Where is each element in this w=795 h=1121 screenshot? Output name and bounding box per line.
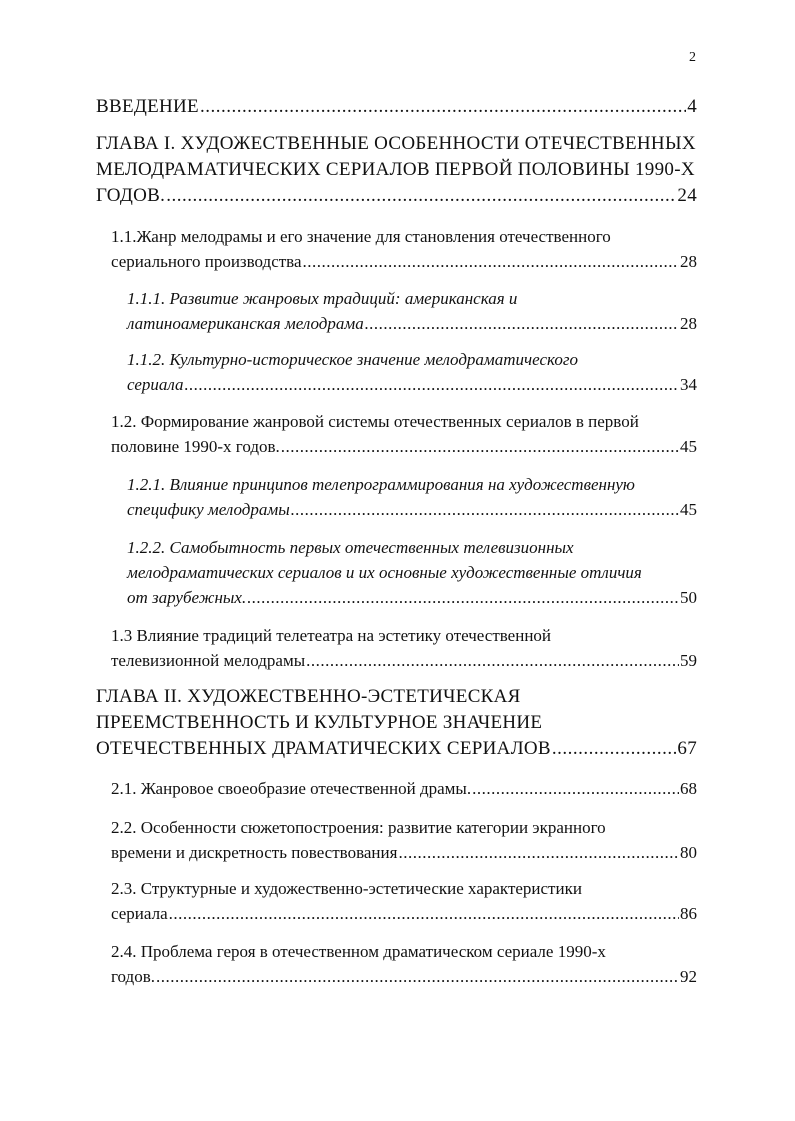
- dot-leader: [365, 314, 679, 334]
- toc-title-line: 1.1.1. Развитие жанровых традиций: американская и: [127, 289, 518, 308]
- dot-leader: [291, 500, 679, 520]
- toc-title-line: времени и дискретность повествования: [111, 843, 398, 862]
- dot-leader: [398, 843, 679, 863]
- dot-leader: [472, 779, 679, 799]
- toc-title-line: 2.3. Структурные и художественно-эстетические характеристики: [111, 879, 582, 898]
- dot-leader: [200, 96, 686, 118]
- toc-title-line: половине 1990-х годов.: [111, 437, 280, 456]
- toc-page: 24: [677, 185, 697, 206]
- toc-title-line: ГОДОВ.: [96, 185, 166, 206]
- toc-title-line: 1.2.1. Влияние принципов телепрограммирования на художественную: [127, 475, 635, 494]
- toc-title-line: 1.3 Влияние традиций телетеатра на эстетику отечественной: [111, 626, 552, 645]
- dot-leader: [306, 651, 679, 671]
- toc-title-line: 1.2.2. Самобытность первых отечественных телевизионных: [127, 538, 574, 557]
- toc-page: 80: [680, 843, 697, 862]
- toc-title-line: 2.1. Жанровое своеобразие отечественной драмы.: [111, 779, 472, 798]
- toc-page: 4: [687, 96, 697, 117]
- toc-page: 68: [680, 779, 697, 798]
- toc-title-line: 1.1.2. Культурно-историческое значение мелодраматического: [127, 350, 578, 369]
- toc-title-line: латиноамериканская мелодрама: [127, 314, 364, 333]
- toc-title-line: ГЛАВА II. ХУДОЖЕСТВЕННО-ЭСТЕТИЧЕСКАЯ: [96, 686, 521, 707]
- dot-leader: [247, 588, 679, 608]
- toc-title-line: 2.4. Проблема героя в отечественном драматическом сериале 1990-х: [111, 942, 606, 961]
- toc-title-line: МЕЛОДРАМАТИЧЕСКИХ СЕРИАЛОВ ПЕРВОЙ ПОЛОВИНЫ 1990-Х: [96, 159, 695, 180]
- dot-leader: [166, 185, 676, 207]
- toc-title-line: мелодраматических сериалов и их основные художественные отличия: [127, 563, 642, 582]
- toc-page: 50: [680, 588, 697, 607]
- toc-title-line: телевизионной мелодрамы: [111, 651, 306, 670]
- toc-title: ВВЕДЕНИЕ: [96, 96, 199, 117]
- toc-page: 67: [677, 738, 697, 759]
- toc-page: 59: [680, 651, 697, 670]
- toc-page: 28: [680, 314, 697, 333]
- toc-title-line: ПРЕЕМСТВЕННОСТЬ И КУЛЬТУРНОЕ ЗНАЧЕНИЕ: [96, 712, 543, 733]
- dot-leader: [303, 252, 679, 272]
- page-number: 2: [689, 50, 696, 65]
- toc-page: 28: [680, 252, 697, 271]
- toc-title-line: сериала: [111, 904, 168, 923]
- toc-page: 34: [680, 375, 697, 394]
- dot-leader: [156, 967, 679, 987]
- toc-title-line: 1.2. Формирование жанровой системы отечественных сериалов в первой: [111, 412, 639, 431]
- toc-title-line: ГЛАВА I. ХУДОЖЕСТВЕННЫЕ ОСОБЕННОСТИ ОТЕЧЕСТВЕННЫХ: [96, 133, 696, 154]
- toc-title-line: от зарубежных.: [127, 588, 247, 607]
- dot-leader: [169, 904, 679, 924]
- dot-leader: [185, 375, 680, 395]
- toc-title-line: сериального производства: [111, 252, 302, 271]
- toc-title-line: годов.: [111, 967, 155, 986]
- toc-title-line: 1.1.Жанр мелодрамы и его значение для становления отечественного: [111, 227, 611, 246]
- toc-page: 45: [680, 437, 697, 456]
- toc-title-line: сериала: [127, 375, 184, 394]
- dot-leader: [552, 738, 677, 760]
- toc-title-line: специфику мелодрамы: [127, 500, 290, 519]
- toc-title-line: 2.2. Особенности сюжетопостроения: развитие категории экранного: [111, 818, 606, 837]
- toc-title-line: ОТЕЧЕСТВЕННЫХ ДРАМАТИЧЕСКИХ СЕРИАЛОВ: [96, 738, 551, 759]
- toc-page: 86: [680, 904, 697, 923]
- dot-leader: [281, 437, 679, 457]
- toc-page: 92: [680, 967, 697, 986]
- toc-page: 45: [680, 500, 697, 519]
